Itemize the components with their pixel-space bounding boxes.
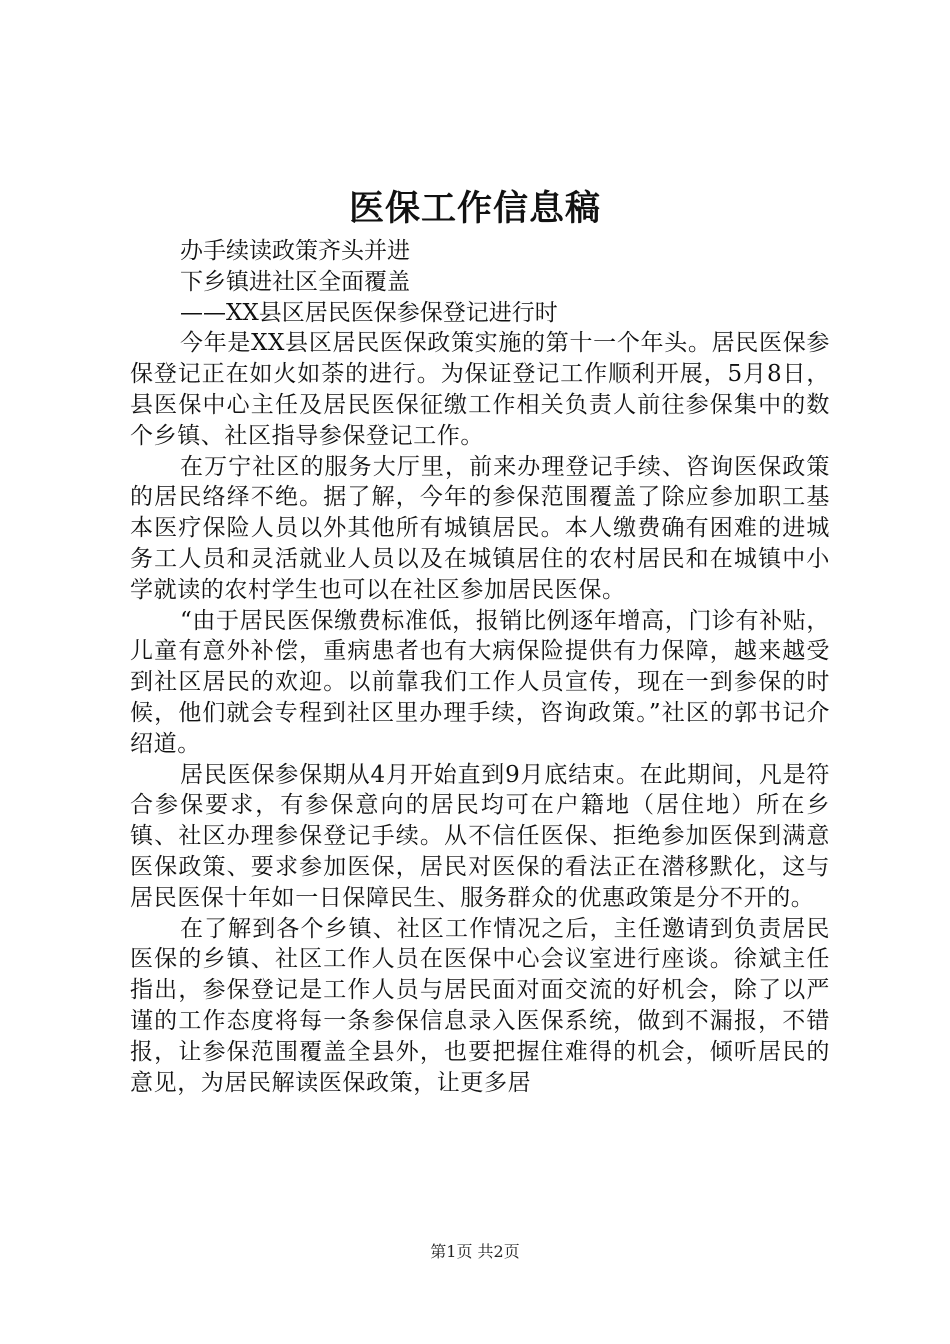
subtitle-line-1: 办手续读政策齐头并进 <box>180 238 410 264</box>
page-footer: 第1页 共2页 <box>430 1242 520 1261</box>
paragraph-3: “由于居民医保缴费标准低，报销比例逐年增高，门诊有补贴，儿童有意外补偿，重病患者也有大病保险提供有力保障，越来越受到社区居民的欢迎。以前靠我们工作人员宣传，现在一到参保的时候，他们就会专程到社区里办理手续，咨询政策。”社区的郭书记介绍道。 <box>130 607 830 757</box>
paragraph-4: 居民医保参保期从4月开始直到9月底结束。在此期间，凡是符合参保要求，有参保意向的居民均可在户籍地（居住地）所在乡镇、社区办理参保登记手续。从不信任医保、拒绝参加医保到满意医保政策、要求参加医保，居民对医保的看法正在潜移默化，这与居民医保十年如一日保障民生、服务群众的优惠政策是分不开的。 <box>130 761 830 911</box>
paragraph-5: 在了解到各个乡镇、社区工作情况之后，主任邀请到负责居民医保的乡镇、社区工作人员在医保中心会议室进行座谈。徐斌主任指出，参保登记是工作人员与居民面对面交流的好机会，除了以严谨的工作态度将每一条参保信息录入医保系统，做到不漏报，不错报，让参保范围覆盖全县外，也要把握住难得的机会，倾听居民的意见，为居民解读医保政策，让更多居 <box>130 915 830 1096</box>
subtitle-line-3: ——XX县区居民医保参保登记进行时 <box>180 299 558 326</box>
document-body <box>130 236 830 1098</box>
subtitle-line-2: 下乡镇进社区全面覆盖 <box>180 268 410 295</box>
paragraph-1: 今年是XX县区居民医保政策实施的第十一个年头。居民医保参保登记正在如火如荼的进行。为保证登记工作顺利开展，5月8日，县医保中心主任及居民医保征缴工作相关负责人前往参保集中的数个乡镇、社区指导参保登记工作。 <box>130 330 830 449</box>
paragraph-2: 在万宁社区的服务大厅里，前来办理登记手续、咨询医保政策的居民络绎不绝。据了解，今年的参保范围覆盖了除应参加职工基本医疗保险人员以外其他所有城镇居民。本人缴费确有困难的进城务工人员和灵活就业人员以及在城镇居住的农村居民和在城镇中小学就读的农村学生也可以在社区参加居民医保。 <box>130 453 830 603</box>
document-title: 医保工作信息稿 <box>348 188 601 229</box>
